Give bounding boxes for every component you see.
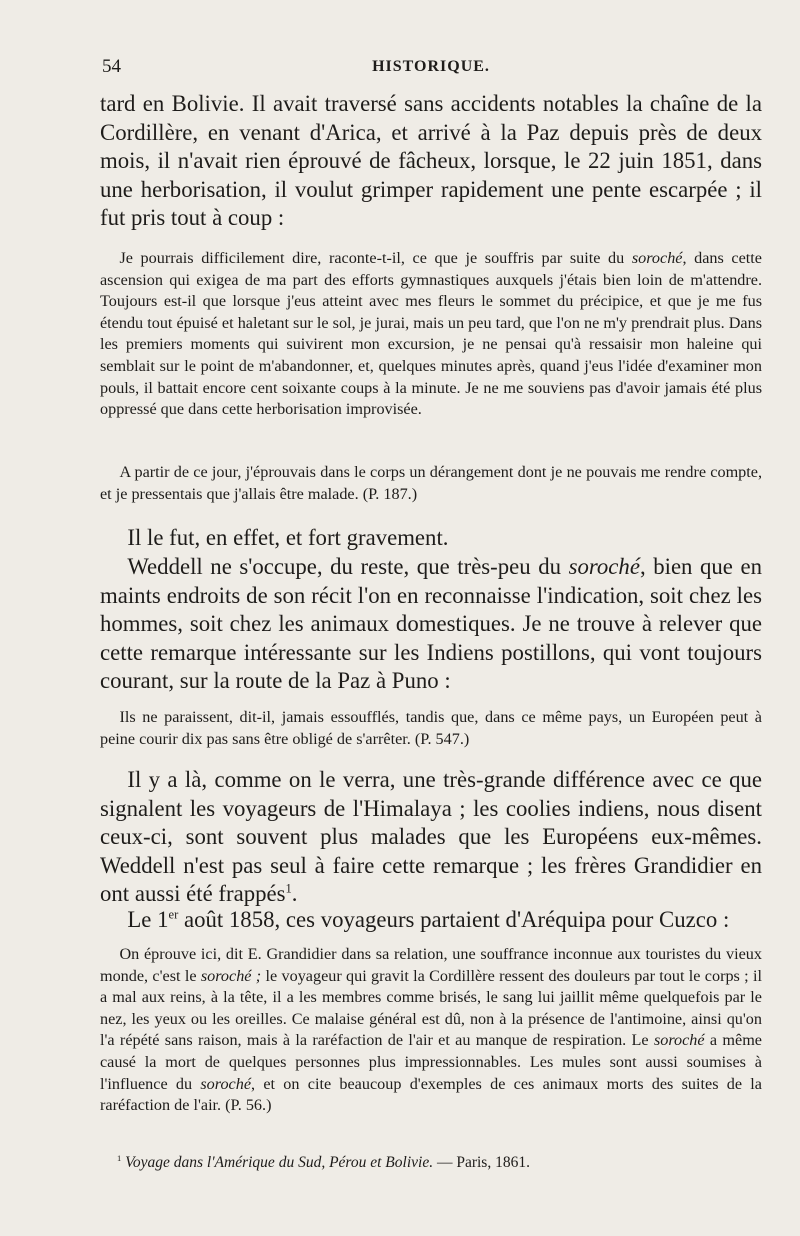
soroche-term: soroché ; [200,966,262,985]
footnote: $^1$ Voyage dans l'Amérique du Sud, Pérou et Bolivie. — Paris, 1861. [117,1152,530,1171]
quote-weddell-ascension: Je pourrais difficilement dire, raconte-t-il, ce que je souffris par suite du soroché, dans cette ascension qui exigea de ma part des efforts gymnastiques auxquels j'étais bien loin de m'attendre. Toujours est-il que lorsque j'eus atteint avec mes fleurs le sommet du précipice, et que je me fus étendu tout épuisé et haletant sur le sol, je jurai, mais un peu tard, que l'on ne m'y prendrait plus. Dans les premiers moments qui suivirent mon excursion, je ne pensai qu'à ressaisir mon haleine qui semblait sur le point de m'abandonner, et, quelques minutes après, quand j'eus l'idée d'examiner mon pouls, il battait encore cent soixante coups à la minute. Je ne me souviens pas d'avoir jamais été plus oppressé que dans cette herborisation improvisée. [100,249,762,419]
soroche-term: soroché [200,1074,252,1093]
paragraph-5: Le 1er août 1858, ces voyageurs partaient d'Aréquipa pour Cuzco : [127,907,730,932]
paragraph-3: Weddell ne s'occupe, du reste, que très-peu du soroché, bien que en maints endroits de son récit l'on en reconnaisse l'indication, soit chez les hommes, soit chez les animaux domestiques. Je ne trouve à relever que cette remarque intéressante sur les Indiens postillons, qui vont toujours courant, sur la route de la Paz à Puno : [100,554,762,694]
soroche-term: soroché [631,249,683,267]
page-header [100,56,762,80]
running-title: HISTORIQUE. [372,58,490,75]
paragraph-1: tard en Bolivie. Il avait traversé sans accidents notables la chaîne de la Cordillère, en venant d'Arica, et arrivé à la Paz depuis près de deux mois, il n'avait rien éprouvé de fâcheux, lorsque, le 22 juin 1851, dans une herborisation, il voulut grimper rapidement une pente escarpée ; il fut pris tout à coup : [100,91,762,231]
quote-grandidier: On éprouve ici, dit E. Grandidier dans sa relation, une souffrance inconnue aux touristes du vieux monde, c'est le soroché ; le voyageur qui gravit la Cordillère ressent des douleurs par tout le corps ; il a mal aux reins, à la tête, il a les membres comme brisés, le sang lui jaillit même quelquefois par le nez, les yeux ou les oreilles. Ce malaise général est dû, non à la présence de l'antimoine, ainsi qu'on l'a répété sans raison, mais à la raréfaction de l'air et au manque de respiration. Le soroché a même causé la mort de quelques personnes plus impressionnables. Les mules sont aussi soumises à l'influence du soroché, et on cite beaucoup d'exemples de ces animaux morts des suites de la raréfaction de l'air. (P. 56.) [100,945,762,1115]
footnote-reference[interactable]: 1 [285,881,292,896]
quote-indian-postillons: Ils ne paraissent, dit-il, jamais essoufflés, tandis que, dans ce même pays, un Européen peut à peine courir dix pas sans être obligé de s'arrêter. (P. 547.) [100,708,762,748]
footnote-title: Voyage dans l'Amérique du Sud, Pérou et Bolivie. [125,1154,434,1171]
paragraph-4: Il y a là, comme on le verra, une très-grande différence avec ce que signalent les voyageurs de l'Himalaya ; les coolies indiens, nous disent ceux-ci, sont souvent plus malades que les Européens eux-mêmes. Weddell n'est pas seul à faire cette remarque ; les frères Grandidier en ont aussi été frappés$^1$. [100,767,762,907]
quote-weddell-illness: A partir de ce jour, j'éprouvais dans le corps un dérangement dont je ne pouvais me rendre compte, et je pressentais que j'allais être malade. (P. 187.) [100,463,762,503]
paragraph-2: Il le fut, en effet, et fort gravement. [127,525,449,550]
footnote-marker: 1 [117,1152,122,1163]
page-number: 54 [102,56,121,77]
soroche-term: soroché [568,554,640,579]
soroche-term: soroché [653,1031,705,1050]
